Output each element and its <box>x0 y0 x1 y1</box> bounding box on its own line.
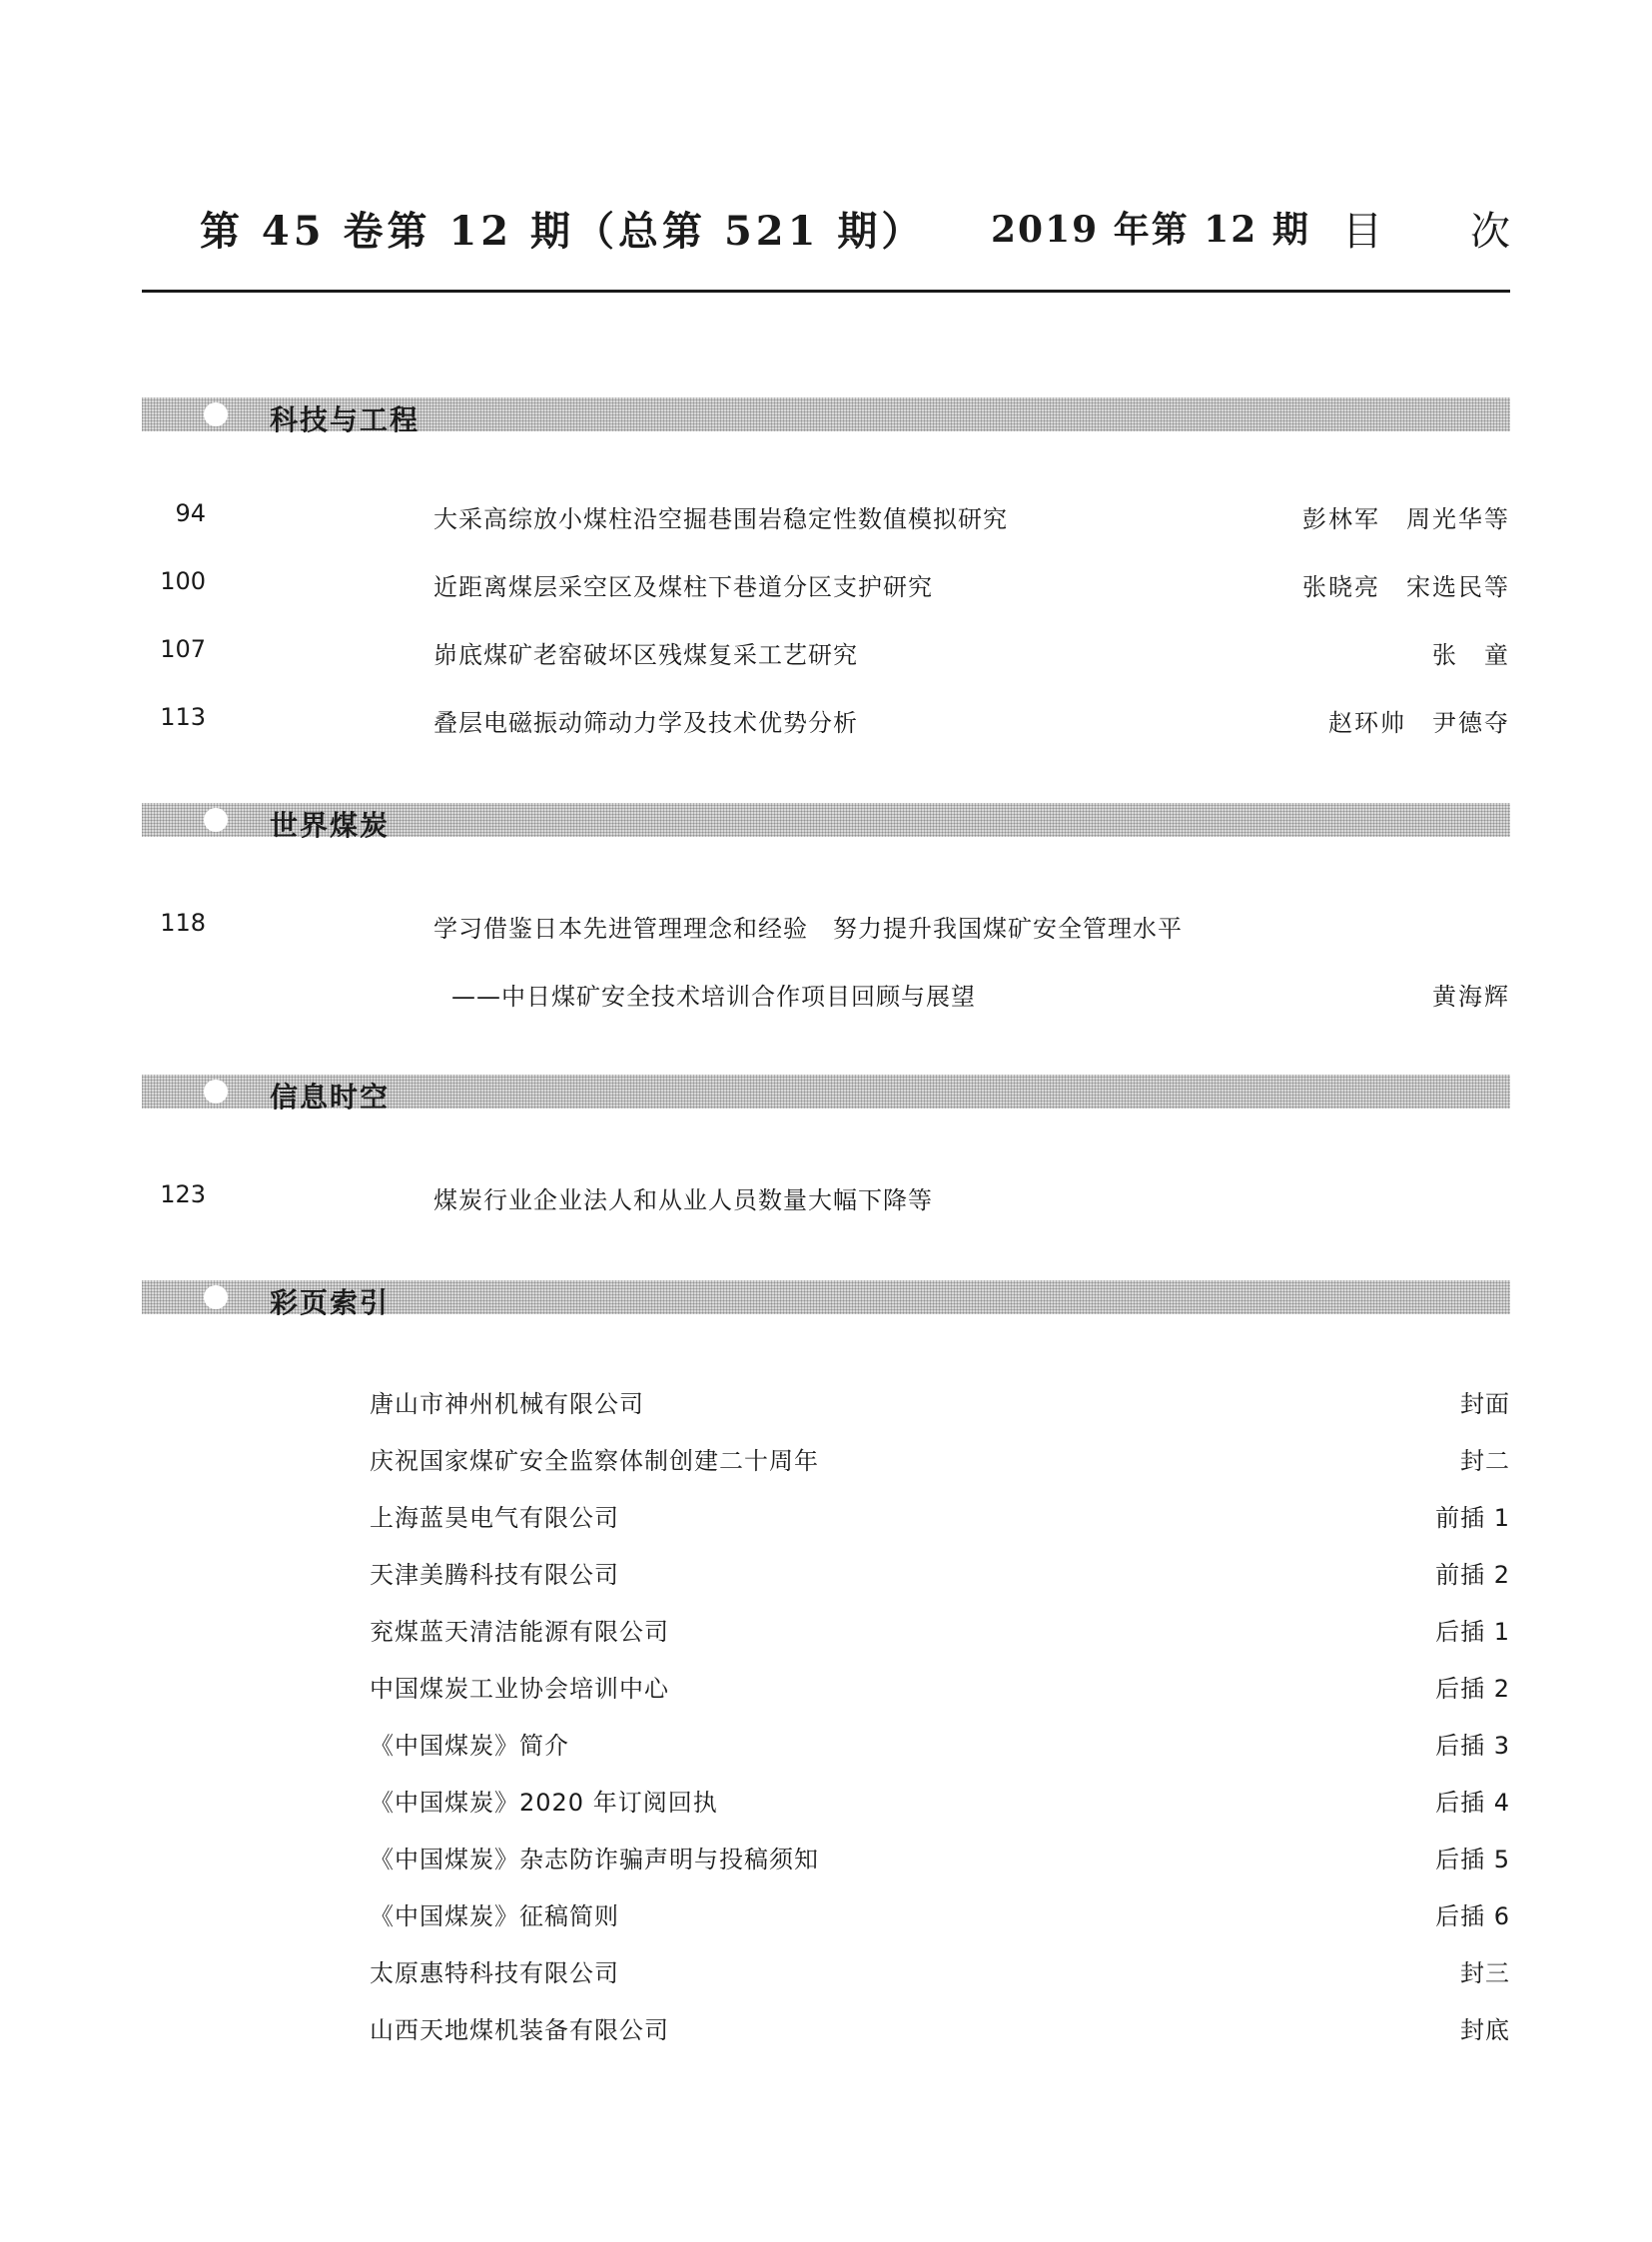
ad-entry[interactable] <box>370 1726 1510 1766</box>
ad-name: 《中国煤炭》征稿简则 <box>370 1902 619 1930</box>
ad-name: 兖煤蓝天清洁能源有限公司 <box>370 1618 669 1646</box>
ad-position: 前插 2 <box>1435 1561 1510 1589</box>
toc-entry[interactable] <box>142 909 1510 949</box>
entry-page: 94 <box>175 499 206 527</box>
ad-entry[interactable] <box>370 2010 1510 2050</box>
section-bar-info <box>142 1075 1510 1114</box>
ad-name: 天津美腾科技有限公司 <box>370 1561 619 1589</box>
ad-entry[interactable] <box>370 1669 1510 1709</box>
entry-authors: 黄海辉 <box>1432 983 1510 1011</box>
entry-authors: 张 童 <box>1432 641 1510 669</box>
ad-position: 封面 <box>1460 1390 1510 1418</box>
ad-name: 庆祝国家煤矿安全监察体制创建二十周年 <box>370 1447 819 1475</box>
entry-authors: 赵环帅 尹德夺 <box>1328 709 1510 737</box>
section-title: 彩页索引 <box>270 1286 391 1319</box>
ad-position: 封底 <box>1460 2016 1510 2044</box>
ad-entry[interactable] <box>370 1612 1510 1652</box>
ad-name: 上海蓝昊电气有限公司 <box>370 1504 619 1532</box>
ad-entry[interactable] <box>370 1384 1510 1424</box>
ad-entry[interactable] <box>370 1840 1510 1879</box>
entry-page: 123 <box>160 1180 206 1208</box>
toc-title-char-2: 次 <box>1470 209 1510 255</box>
toc-entry[interactable] <box>142 567 1510 607</box>
ad-entry[interactable] <box>370 1783 1510 1823</box>
ad-name: 《中国煤炭》2020 年订阅回执 <box>370 1789 718 1817</box>
entry-page: 113 <box>160 703 206 731</box>
ad-position: 后插 2 <box>1435 1675 1510 1703</box>
section-bar-tech-engineering <box>142 397 1510 436</box>
entry-title: 峁底煤矿老窑破坏区残煤复采工艺研究 <box>433 641 858 669</box>
ad-name: 《中国煤炭》简介 <box>370 1732 569 1760</box>
entry-page: 118 <box>160 909 206 937</box>
circle-icon <box>204 1080 228 1104</box>
entry-title: 煤炭行业企业法人和从业人员数量大幅下降等 <box>433 1186 933 1214</box>
circle-icon <box>204 402 228 426</box>
ad-entry[interactable] <box>370 1896 1510 1936</box>
entry-subtitle: ——中日煤矿安全技术培训合作项目回顾与展望 <box>451 983 976 1011</box>
ad-position: 后插 1 <box>1435 1618 1510 1646</box>
ad-position: 后插 4 <box>1435 1789 1510 1817</box>
entry-title: 大采高综放小煤柱沿空掘巷围岩稳定性数值模拟研究 <box>433 505 1008 533</box>
ad-name: 太原惠特科技有限公司 <box>370 1959 619 1987</box>
toc-entry[interactable] <box>142 1180 1510 1220</box>
header-rule <box>142 290 1510 293</box>
ad-position: 封二 <box>1460 1447 1510 1475</box>
ad-entry[interactable] <box>370 1441 1510 1481</box>
entry-title: 学习借鉴日本先进管理理念和经验 努力提升我国煤矿安全管理水平 <box>433 915 1183 943</box>
ad-name: 山西天地煤机装备有限公司 <box>370 2016 669 2044</box>
circle-icon <box>204 808 228 832</box>
ad-position: 后插 3 <box>1435 1732 1510 1760</box>
ad-entry[interactable] <box>370 1498 1510 1538</box>
entry-title: 近距离煤层采空区及煤柱下巷道分区支护研究 <box>433 573 933 601</box>
section-bar-world-coal <box>142 803 1510 842</box>
page-header <box>142 190 1510 270</box>
ad-entry[interactable] <box>370 1555 1510 1595</box>
ad-position: 后插 5 <box>1435 1846 1510 1873</box>
entry-authors: 张晓亮 宋选民等 <box>1302 573 1510 601</box>
entry-page: 100 <box>160 567 206 595</box>
entry-page: 107 <box>160 635 206 663</box>
toc-entry-subtitle[interactable] <box>142 977 1510 1017</box>
toc-entry[interactable] <box>142 499 1510 539</box>
ad-name: 唐山市神州机械有限公司 <box>370 1390 644 1418</box>
section-bar-color-index <box>142 1280 1510 1319</box>
toc-entry[interactable] <box>142 703 1510 743</box>
section-title: 世界煤炭 <box>270 809 391 842</box>
section-title: 科技与工程 <box>270 403 420 436</box>
ad-name: 《中国煤炭》杂志防诈骗声明与投稿须知 <box>370 1846 819 1873</box>
ad-position: 封三 <box>1460 1959 1510 1987</box>
ad-entry[interactable] <box>370 1953 1510 1993</box>
year-issue: 2019 年第 12 期 <box>991 209 1310 251</box>
toc-entry[interactable] <box>142 635 1510 675</box>
ad-position: 前插 1 <box>1435 1504 1510 1532</box>
ad-name: 中国煤炭工业协会培训中心 <box>370 1675 669 1703</box>
toc-title-char-1: 目 <box>1342 209 1382 255</box>
volume-issue: 第 45 卷第 12 期（总第 521 期） <box>200 208 926 255</box>
section-title: 信息时空 <box>270 1081 391 1114</box>
circle-icon <box>204 1285 228 1309</box>
entry-authors: 彭林军 周光华等 <box>1302 505 1510 533</box>
ad-position: 后插 6 <box>1435 1902 1510 1930</box>
entry-title: 叠层电磁振动筛动力学及技术优势分析 <box>433 709 858 737</box>
